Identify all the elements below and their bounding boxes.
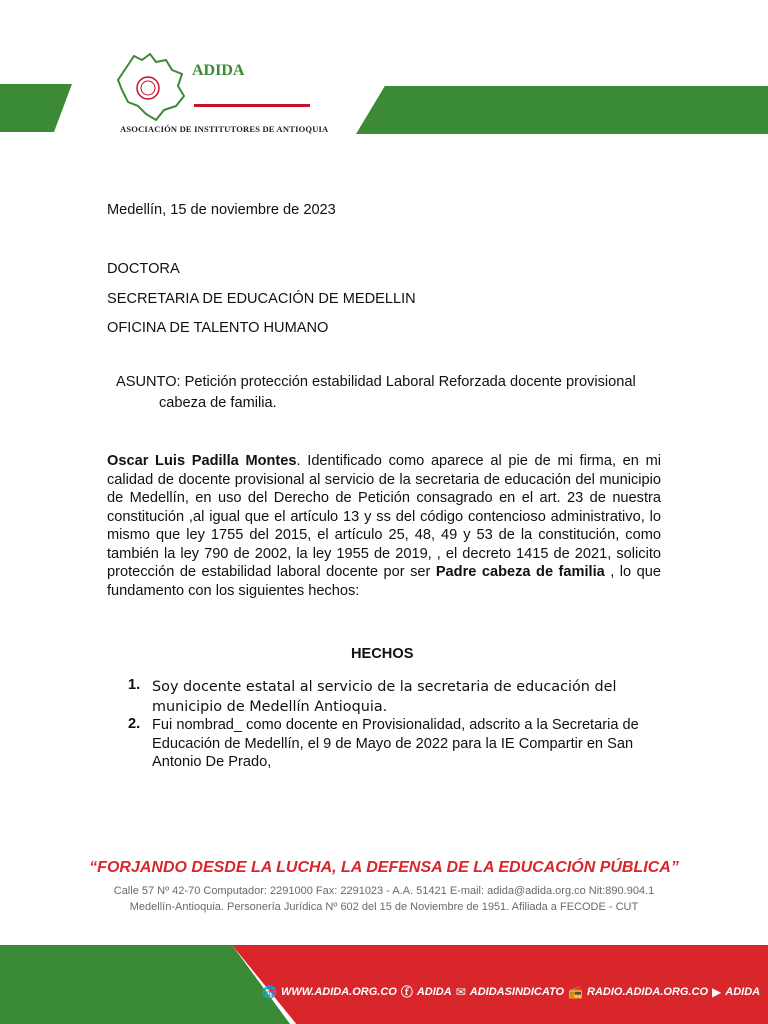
- website-link[interactable]: WWW.ADIDA.ORG.CO: [280, 985, 397, 998]
- footer-slogan: “FORJANDO DESDE LA LUCHA, LA DEFENSA DE LA EDUCACIÓN PÚBLICA”: [89, 859, 679, 876]
- radio-icon: 📻: [568, 984, 584, 999]
- header-band-right: [356, 86, 768, 134]
- body-bold-phrase: Padre cabeza de familia: [435, 564, 605, 580]
- subject-line-1: ASUNTO: Petición protección estabilidad Laboral Reforzada docente provisional: [116, 374, 636, 390]
- twitter-link[interactable]: ADIDASINDICATO: [469, 985, 565, 998]
- fact-text: Fui nombrad_ como docente en Provisionalidad, adscrito a la Secretaria de Educación de Medellín, el 9 de Mayo de 2022 para la IE Compartir en San Antonio De Prado,: [152, 717, 639, 770]
- youtube-link[interactable]: ADIDA: [725, 985, 761, 998]
- fact-text: Soy docente estatal al servicio de la secretaria de educación del municipio de Medellín Antioquia.: [152, 679, 617, 715]
- logo-subtitle: ASOCIACIÓN DE INSTITUTORES DE ANTIOQUIA: [120, 124, 329, 134]
- facebook-link[interactable]: ADIDA: [416, 985, 452, 998]
- logo-wordmark: ADIDA: [192, 62, 245, 79]
- fact-item: [128, 716, 668, 776]
- facebook-icon: ⓕ: [400, 985, 413, 999]
- header-band-left: [0, 84, 72, 132]
- body-text-1: . Identificado como aparece al pie de mi firma, en mi calidad de docente provisional al servicio de la secretaria de educación del municipio de Medellín, en uso del Derecho de Petición consagrado en el art. 23 de nuestra constitución ,al igual que el artículo 13 y ss del código contencioso administrativo, lo mismo que ley 1755 del 2015, el artículo 25, 48, 49 y 53 de la constitución, como también la ley 790 de 2002, la ley 1955 de 2019, , el decreto 1415 de 2021, solicito protección de estabilidad laboral docente por ser: [107, 453, 661, 580]
- recipient-department: OFICINA DE TALENTO HUMANO: [107, 320, 329, 336]
- body-text-2: , lo que fundamento con los siguientes hechos:: [107, 564, 661, 599]
- antioquia-map-icon: [112, 50, 192, 122]
- radio-link[interactable]: RADIO.ADIDA.ORG.CO: [587, 985, 709, 998]
- footer-legal: Medellín-Antioquia. Personería Jurídica Nº 602 del 15 de Noviembre de 1951. Afiliada a FECODE - CUT: [129, 901, 639, 913]
- footer-address: Calle 57 Nº 42-70 Computador: 2291000 Fax: 2291023 - A.A. 51421 E-mail: adida@adida.org.co Nit:890.904.1: [113, 885, 655, 897]
- date-line: Medellín, 15 de noviembre de 2023: [107, 202, 336, 218]
- recipient-office: SECRETARIA DE EDUCACIÓN DE MEDELLIN: [107, 291, 416, 307]
- social-links: [262, 983, 760, 1000]
- fact-number: 1.: [128, 677, 141, 693]
- fact-number: 2.: [128, 716, 141, 732]
- logo-underline: [194, 104, 310, 107]
- facts-heading: HECHOS: [351, 646, 414, 662]
- body-paragraph: [107, 452, 661, 600]
- subject-line-2: cabeza de familia.: [159, 395, 277, 411]
- globe-icon: 🌐: [262, 984, 277, 999]
- twitter-icon: ✉: [455, 984, 466, 999]
- petitioner-name: Oscar Luis Padilla Montes: [107, 453, 297, 469]
- youtube-icon: ▶: [712, 984, 722, 999]
- fact-item: [128, 677, 668, 717]
- recipient-title: DOCTORA: [107, 261, 180, 277]
